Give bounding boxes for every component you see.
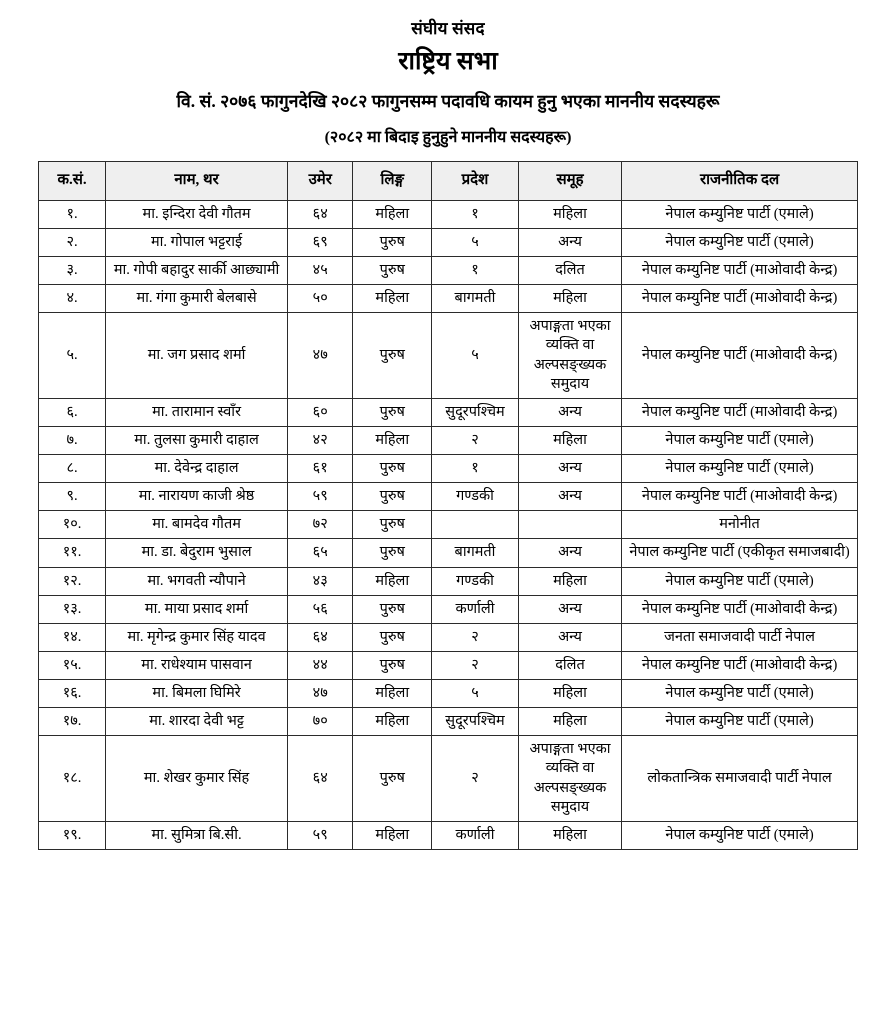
cell-sn: १२. (39, 567, 106, 595)
cell-group: अन्य (518, 595, 621, 623)
table-row (39, 736, 858, 822)
cell-group: महिला (518, 285, 621, 313)
cell-province: २ (432, 651, 519, 679)
cell-gender: पुरुष (353, 651, 432, 679)
cell-province: १ (432, 200, 519, 228)
cell-group: महिला (518, 567, 621, 595)
table-row (39, 539, 858, 567)
cell-party: नेपाल कम्युनिष्ट पार्टी (एमाले) (622, 426, 858, 454)
cell-gender: महिला (353, 680, 432, 708)
cell-party: नेपाल कम्युनिष्ट पार्टी (माओवादी केन्द्र) (622, 257, 858, 285)
cell-name: मा. शेखर कुमार सिंह (106, 736, 288, 822)
cell-party: नेपाल कम्युनिष्ट पार्टी (एकीकृत समाजबादी) (622, 539, 858, 567)
cell-party: नेपाल कम्युनिष्ट पार्टी (एमाले) (622, 455, 858, 483)
cell-party: नेपाल कम्युनिष्ट पार्टी (एमाले) (622, 567, 858, 595)
cell-sn: १५. (39, 651, 106, 679)
cell-gender: पुरुष (353, 623, 432, 651)
cell-province: गण्डकी (432, 483, 519, 511)
cell-gender: महिला (353, 426, 432, 454)
cell-sn: ११. (39, 539, 106, 567)
cell-age: ७२ (287, 511, 353, 539)
table-row (39, 285, 858, 313)
cell-gender: पुरुष (353, 398, 432, 426)
cell-age: ४४ (287, 651, 353, 679)
table-header-row (39, 162, 858, 201)
column-header-sn: क.सं. (39, 162, 106, 201)
cell-gender: पुरुष (353, 539, 432, 567)
cell-province: बागमती (432, 539, 519, 567)
header-national-assembly: राष्ट्रिय सभा (398, 48, 498, 75)
cell-sn: ४. (39, 285, 106, 313)
cell-province: २ (432, 623, 519, 651)
cell-party: नेपाल कम्युनिष्ट पार्टी (माओवादी केन्द्र) (622, 595, 858, 623)
table-row (39, 821, 858, 849)
cell-sn: १७. (39, 708, 106, 736)
cell-gender: पुरुष (353, 455, 432, 483)
cell-sn: १६. (39, 680, 106, 708)
cell-gender: महिला (353, 708, 432, 736)
cell-name: मा. नारायण काजी श्रेष्ठ (106, 483, 288, 511)
cell-name: मा. तुलसा कुमारी दाहाल (106, 426, 288, 454)
cell-sn: १८. (39, 736, 106, 822)
column-header-party: राजनीतिक दल (622, 162, 858, 201)
cell-gender: महिला (353, 200, 432, 228)
cell-gender: महिला (353, 567, 432, 595)
cell-name: मा. गोपी बहादुर सार्की आछ्यामी (106, 257, 288, 285)
cell-party: नेपाल कम्युनिष्ट पार्टी (एमाले) (622, 680, 858, 708)
cell-group: दलित (518, 257, 621, 285)
cell-age: ७० (287, 708, 353, 736)
cell-age: ५९ (287, 483, 353, 511)
cell-age: ५६ (287, 595, 353, 623)
cell-group: महिला (518, 708, 621, 736)
cell-gender: पुरुष (353, 511, 432, 539)
cell-province: ५ (432, 313, 519, 399)
cell-party: नेपाल कम्युनिष्ट पार्टी (माओवादी केन्द्र) (622, 313, 858, 399)
cell-group: अन्य (518, 539, 621, 567)
cell-age: ४७ (287, 680, 353, 708)
table-row (39, 426, 858, 454)
cell-age: ४३ (287, 567, 353, 595)
cell-gender: पुरुष (353, 257, 432, 285)
cell-gender: पुरुष (353, 228, 432, 256)
cell-group: महिला (518, 200, 621, 228)
cell-province: कर्णाली (432, 821, 519, 849)
table-row (39, 313, 858, 399)
cell-province: १ (432, 455, 519, 483)
cell-sn: १०. (39, 511, 106, 539)
cell-sn: ५. (39, 313, 106, 399)
cell-province: सुदूरपश्चिम (432, 708, 519, 736)
table-row (39, 257, 858, 285)
cell-name: मा. जग प्रसाद शर्मा (106, 313, 288, 399)
cell-sn: ९. (39, 483, 106, 511)
cell-name: मा. भगवती न्यौपाने (106, 567, 288, 595)
cell-group: अन्य (518, 228, 621, 256)
cell-sn: ७. (39, 426, 106, 454)
cell-group: अपाङ्गता भएका व्यक्ति वा अल्पसङ्ख्यक समुदाय (518, 736, 621, 822)
cell-name: मा. देवेन्द्र दाहाल (106, 455, 288, 483)
cell-party: नेपाल कम्युनिष्ट पार्टी (माओवादी केन्द्र) (622, 398, 858, 426)
cell-party: नेपाल कम्युनिष्ट पार्टी (एमाले) (622, 228, 858, 256)
cell-gender: पुरुष (353, 483, 432, 511)
column-header-name: नाम, थर (106, 162, 288, 201)
cell-province: गण्डकी (432, 567, 519, 595)
table-row (39, 680, 858, 708)
cell-party: जनता समाजवादी पार्टी नेपाल (622, 623, 858, 651)
cell-group: अन्य (518, 623, 621, 651)
cell-name: मा. माया प्रसाद शर्मा (106, 595, 288, 623)
cell-party: नेपाल कम्युनिष्ट पार्टी (एमाले) (622, 821, 858, 849)
table-row (39, 567, 858, 595)
cell-age: ६४ (287, 736, 353, 822)
cell-group: दलित (518, 651, 621, 679)
cell-province: बागमती (432, 285, 519, 313)
cell-age: ४२ (287, 426, 353, 454)
members-table (38, 161, 858, 850)
cell-province: ५ (432, 228, 519, 256)
cell-name: मा. बिमला घिमिरे (106, 680, 288, 708)
cell-sn: १४. (39, 623, 106, 651)
cell-province: १ (432, 257, 519, 285)
cell-name: मा. गोपाल भट्टराई (106, 228, 288, 256)
cell-age: ५० (287, 285, 353, 313)
table-row (39, 483, 858, 511)
table-row (39, 708, 858, 736)
cell-gender: महिला (353, 285, 432, 313)
cell-party: नेपाल कम्युनिष्ट पार्टी (एमाले) (622, 200, 858, 228)
column-header-group: समूह (518, 162, 621, 201)
cell-sn: ६. (39, 398, 106, 426)
cell-name: मा. सुमित्रा बि.सी. (106, 821, 288, 849)
cell-age: ६० (287, 398, 353, 426)
cell-sn: ८. (39, 455, 106, 483)
table-row (39, 623, 858, 651)
cell-sn: १३. (39, 595, 106, 623)
cell-name: मा. गंगा कुमारी बेलबासे (106, 285, 288, 313)
cell-sn: ३. (39, 257, 106, 285)
cell-party: लोकतान्त्रिक समाजवादी पार्टी नेपाल (622, 736, 858, 822)
cell-group: महिला (518, 426, 621, 454)
table-row (39, 200, 858, 228)
table-row (39, 455, 858, 483)
cell-name: मा. डा. बेदुराम भुसाल (106, 539, 288, 567)
cell-name: मा. इन्दिरा देवी गौतम (106, 200, 288, 228)
cell-gender: महिला (353, 821, 432, 849)
cell-name: मा. शारदा देवी भट्ट (106, 708, 288, 736)
cell-age: ६९ (287, 228, 353, 256)
cell-name: मा. बामदेव गौतम (106, 511, 288, 539)
cell-name: मा. तारामान स्वाँर (106, 398, 288, 426)
cell-group: महिला (518, 680, 621, 708)
cell-group: अन्य (518, 455, 621, 483)
cell-party: नेपाल कम्युनिष्ट पार्टी (माओवादी केन्द्र) (622, 285, 858, 313)
cell-group: अन्य (518, 483, 621, 511)
cell-age: ४५ (287, 257, 353, 285)
table-row (39, 651, 858, 679)
cell-name: मा. मृगेन्द्र कुमार सिंह यादव (106, 623, 288, 651)
cell-age: ४७ (287, 313, 353, 399)
cell-party: मनोनीत (622, 511, 858, 539)
cell-province: कर्णाली (432, 595, 519, 623)
cell-name: मा. राधेश्याम पासवान (106, 651, 288, 679)
document-header (38, 16, 858, 147)
cell-group: महिला (518, 821, 621, 849)
column-header-gender: लिङ्ग (353, 162, 432, 201)
column-header-age: उमेर (287, 162, 353, 201)
cell-gender: पुरुष (353, 736, 432, 822)
cell-age: ६१ (287, 455, 353, 483)
cell-sn: २. (39, 228, 106, 256)
cell-gender: पुरुष (353, 595, 432, 623)
column-header-province: प्रदेश (432, 162, 519, 201)
cell-province: २ (432, 736, 519, 822)
cell-sn: १. (39, 200, 106, 228)
cell-group: अपाङ्गता भएका व्यक्ति वा अल्पसङ्ख्यक समुदाय (518, 313, 621, 399)
cell-group (518, 511, 621, 539)
cell-age: ५९ (287, 821, 353, 849)
table-row (39, 595, 858, 623)
cell-province: सुदूरपश्चिम (432, 398, 519, 426)
header-term-description: वि. सं. २०७६ फागुनदेखि २०८२ फागुनसम्म पदावधि कायम हुनु भएका माननीय सदस्यहरू (176, 91, 720, 111)
cell-group: अन्य (518, 398, 621, 426)
table-body (39, 200, 858, 849)
cell-party: नेपाल कम्युनिष्ट पार्टी (एमाले) (622, 708, 858, 736)
cell-party: नेपाल कम्युनिष्ट पार्टी (माओवादी केन्द्र) (622, 651, 858, 679)
cell-age: ६४ (287, 200, 353, 228)
table-row (39, 511, 858, 539)
table-row (39, 398, 858, 426)
cell-age: ६५ (287, 539, 353, 567)
cell-province: ५ (432, 680, 519, 708)
cell-age: ६४ (287, 623, 353, 651)
cell-gender: पुरुष (353, 313, 432, 399)
cell-province: २ (432, 426, 519, 454)
cell-party: नेपाल कम्युनिष्ट पार्टी (माओवादी केन्द्र) (622, 483, 858, 511)
header-federal-parliament: संघीय संसद (411, 19, 485, 38)
table-row (39, 228, 858, 256)
cell-province (432, 511, 519, 539)
header-retiring-note: (२०८२ मा बिदाइ हुनुहुने माननीय सदस्यहरू) (324, 129, 572, 146)
cell-sn: १९. (39, 821, 106, 849)
